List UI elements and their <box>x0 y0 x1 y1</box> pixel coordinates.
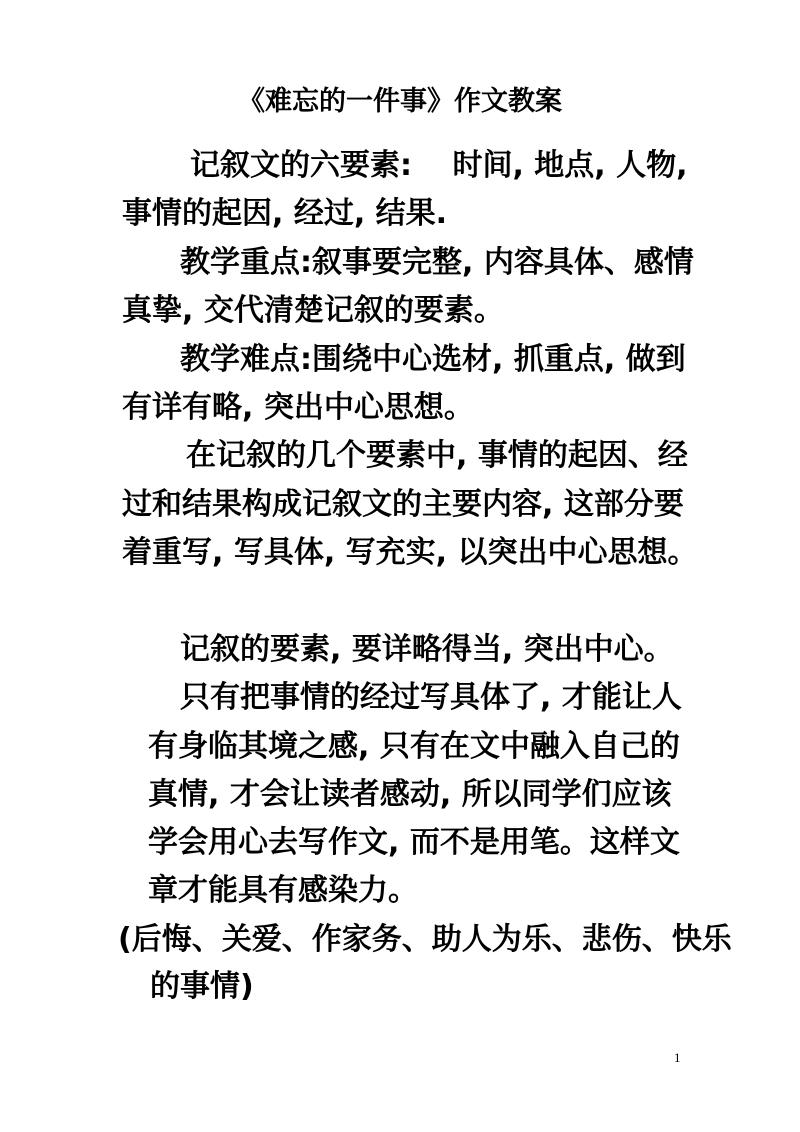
paragraph-line: (后悔、关爱、作家务、助人为乐、悲伤、快乐 <box>118 922 732 957</box>
document-title: 《难忘的一件事》作文教案 <box>238 86 562 117</box>
paragraph-line: 记叙文的六要素: 时间, 地点, 人物, <box>190 148 688 183</box>
paragraph-line: 的事情) <box>150 969 254 1004</box>
paragraph-line: 记叙的要素, 要详略得当, 突出中心。 <box>180 632 674 667</box>
paragraph-line: 学会用心去写作文, 而不是用笔。这样文 <box>148 825 680 860</box>
paragraph-line: 有详有略, 突出中心思想。 <box>122 390 474 425</box>
paragraph-line: 章才能具有感染力。 <box>148 873 418 908</box>
paragraph-line: 在记叙的几个要素中, 事情的起因、经 <box>186 438 688 473</box>
page-number: 1 <box>674 1050 681 1065</box>
paragraph-line: 真情, 才会让读者感动, 所以同学们应该 <box>148 777 672 812</box>
paragraph-line: 教学重点:叙事要完整, 内容具体、感情 <box>180 245 694 280</box>
paragraph-line: 真挚, 交代清楚记叙的要素。 <box>122 293 504 328</box>
paragraph-line: 只有把事情的经过写具体了, 才能让人 <box>180 680 682 715</box>
paragraph-line: 有身临其境之感, 只有在文中融入自己的 <box>148 729 680 764</box>
paragraph-line: 教学难点:围绕中心选材, 抓重点, 做到 <box>180 342 686 377</box>
paragraph-line: 着重写, 写具体, 写充实, 以突出中心思想。 <box>122 535 698 570</box>
paragraph-line: 过和结果构成记叙文的主要内容, 这部分要 <box>122 487 684 522</box>
paragraph-line: 事情的起因, 经过, 结果. <box>122 196 448 231</box>
